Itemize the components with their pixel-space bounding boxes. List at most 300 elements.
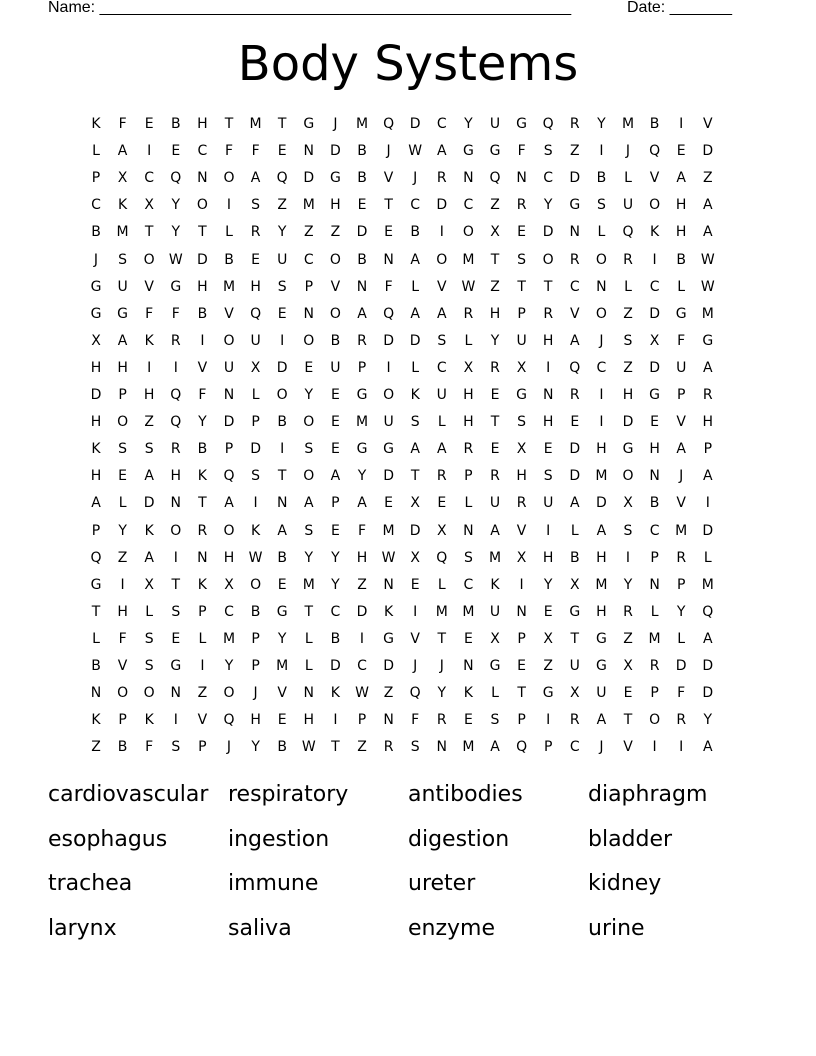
grid-letter: X (437, 522, 447, 539)
grid-letter: B (596, 170, 607, 187)
grid-letter: Z (383, 685, 394, 702)
grid-letter: Z (197, 685, 208, 702)
grid-letter: I (599, 387, 604, 403)
grid-letter: X (224, 576, 234, 593)
grid-letter: N (303, 685, 315, 702)
grid-letter: I (120, 576, 125, 593)
grid-letter: O (223, 332, 235, 349)
grid-letter: T (304, 603, 314, 620)
grid-letter: V (649, 170, 660, 187)
grid-letter: N (356, 278, 368, 295)
grid-letter: T (517, 278, 526, 295)
grid-letter: P (357, 359, 367, 376)
grid-letter: K (144, 522, 154, 539)
word-list-item: digestion (408, 826, 510, 852)
grid-letter: M (222, 630, 236, 647)
grid-letter: K (91, 712, 101, 729)
grid-letter: R (623, 603, 633, 620)
grid-letter: U (489, 603, 501, 620)
grid-letter: M (675, 522, 688, 539)
grid-letter: I (147, 143, 152, 160)
grid-letter: X (463, 359, 474, 376)
grid-letter: M (382, 522, 395, 539)
grid-letter: C (436, 116, 447, 132)
grid-letter: J (413, 170, 418, 187)
grid-letter: L (92, 143, 100, 160)
grid-letter: T (384, 197, 393, 214)
grid-letter: I (519, 576, 524, 593)
grid-letter: R (569, 387, 580, 403)
grid-letter: A (437, 441, 447, 458)
grid-letter: R (436, 170, 447, 187)
grid-letter: P (118, 712, 127, 729)
grid-letter: M (648, 630, 661, 647)
grid-letter: G (675, 305, 687, 322)
grid-letter: N (223, 387, 235, 403)
grid-letter: M (621, 116, 635, 132)
grid-letter: I (200, 332, 205, 349)
grid-letter: B (357, 170, 367, 187)
grid-letter: U (223, 359, 235, 376)
grid-letter: W (248, 549, 263, 566)
grid-letter: A (596, 712, 607, 729)
grid-letter: J (625, 143, 631, 160)
grid-letter: L (464, 332, 473, 349)
grid-letter: H (542, 414, 554, 431)
grid-letter: E (517, 224, 527, 241)
grid-letter: X (570, 576, 580, 593)
grid-letter: X (490, 224, 500, 241)
grid-letter: C (436, 359, 447, 376)
grid-letter: H (90, 414, 102, 431)
grid-letter: Y (304, 549, 314, 566)
grid-letter: M (462, 603, 475, 620)
grid-letter: Z (490, 278, 500, 295)
grid-letter: R (170, 441, 181, 458)
grid-letter: A (410, 305, 420, 322)
grid-letter: I (652, 739, 657, 756)
grid-letter: D (197, 251, 208, 268)
grid-letter: S (543, 468, 553, 485)
grid-letter: A (570, 495, 580, 512)
grid-letter: E (384, 224, 394, 241)
grid-letter: J (679, 468, 684, 485)
grid-letter: A (304, 495, 314, 512)
grid-letter: Z (570, 143, 580, 160)
grid-letter: U (489, 116, 501, 132)
grid-letter: V (516, 522, 527, 539)
grid-letter: P (357, 712, 367, 729)
grid-letter: Y (437, 685, 447, 702)
grid-letter: K (91, 441, 101, 458)
grid-letter: B (117, 739, 128, 756)
grid-letter: V (570, 305, 580, 322)
grid-letter: O (303, 468, 315, 485)
grid-letter: E (330, 387, 340, 403)
grid-letter: Q (569, 359, 581, 376)
grid-letter: C (357, 658, 367, 674)
grid-letter: L (677, 278, 686, 295)
grid-letter: G (117, 305, 129, 322)
grid-letter: O (276, 387, 288, 403)
grid-letter: A (676, 441, 686, 458)
grid-letter: M (701, 576, 714, 593)
grid-letter: Z (623, 305, 633, 322)
grid-letter: F (171, 305, 180, 322)
grid-letter: W (168, 251, 183, 268)
grid-letter: N (436, 739, 448, 756)
grid-letter: L (491, 685, 499, 702)
grid-letter: D (596, 495, 607, 512)
grid-letter: E (463, 630, 473, 647)
word-list-item: enzyme (408, 915, 496, 941)
grid-letter: A (437, 305, 447, 322)
grid-letter: Y (597, 116, 606, 132)
grid-letter: R (623, 251, 633, 268)
grid-letter: M (355, 116, 369, 132)
grid-letter: X (516, 441, 527, 458)
grid-letter: V (623, 739, 633, 756)
grid-letter: C (569, 278, 580, 295)
grid-letter: O (542, 251, 554, 268)
grid-letter: L (92, 630, 100, 647)
grid-letter: P (650, 549, 659, 566)
grid-letter: C (224, 603, 234, 620)
grid-letter: E (676, 143, 686, 160)
grid-letter: A (224, 495, 234, 512)
grid-letter: Q (223, 468, 235, 485)
grid-letter: Y (331, 576, 340, 593)
grid-letter: R (649, 658, 660, 674)
grid-letter: Z (277, 197, 287, 214)
grid-letter: C (330, 603, 341, 620)
grid-letter: Y (357, 468, 367, 485)
grid-letter: K (410, 387, 420, 403)
grid-letter: T (490, 414, 500, 431)
grid-letter: U (277, 251, 288, 268)
grid-letter: M (595, 468, 608, 485)
grid-letter: S (623, 332, 633, 349)
grid-letter: D (90, 387, 102, 403)
grid-letter: B (569, 549, 580, 566)
grid-letter: Y (118, 522, 127, 539)
grid-letter: B (170, 116, 181, 132)
grid-letter: G (516, 387, 528, 403)
grid-letter: N (197, 549, 208, 566)
grid-letter: B (224, 251, 234, 268)
grid-letter: E (171, 630, 181, 647)
grid-letter: P (91, 522, 101, 539)
grid-letter: D (276, 359, 288, 376)
grid-letter: P (517, 305, 526, 322)
grid-letter: H (489, 305, 501, 322)
grid-letter: F (251, 143, 260, 160)
grid-letter: H (702, 414, 714, 431)
grid-letter: D (622, 414, 634, 431)
grid-letter: R (383, 739, 394, 756)
grid-letter: I (333, 712, 338, 729)
grid-letter: N (197, 170, 208, 187)
grid-letter: O (595, 251, 607, 268)
grid-letter: Z (703, 170, 713, 187)
grid-letter: N (516, 170, 527, 187)
grid-letter: Q (250, 305, 262, 322)
grid-letter: P (198, 603, 207, 620)
grid-letter: H (223, 549, 235, 566)
grid-letter: G (276, 603, 288, 620)
grid-letter: V (197, 712, 208, 729)
grid-letter: S (410, 739, 420, 756)
grid-letter: J (439, 658, 444, 674)
grid-letter: B (649, 495, 660, 512)
grid-letter: R (490, 468, 500, 485)
grid-letter: T (543, 278, 553, 295)
word-list-item: respiratory (228, 782, 349, 807)
grid-letter: V (676, 495, 686, 512)
grid-letter: D (356, 224, 368, 241)
grid-letter: O (223, 522, 235, 539)
grid-letter: O (649, 712, 661, 729)
grid-letter: D (409, 332, 421, 349)
grid-letter: U (622, 197, 634, 214)
grid-letter: B (197, 441, 208, 458)
grid-letter: C (543, 170, 554, 187)
grid-letter: S (410, 414, 420, 431)
grid-letter: Y (623, 576, 633, 593)
name-field-label: Name: _____________________________________________________ (48, 0, 572, 16)
grid-letter: Q (223, 712, 235, 729)
grid-letter: X (410, 495, 420, 512)
grid-letter: U (250, 332, 261, 349)
grid-letter: A (703, 468, 713, 485)
grid-letter: W (700, 278, 715, 295)
grid-letter: B (330, 332, 341, 349)
grid-letter: D (702, 143, 714, 160)
grid-letter: I (200, 658, 205, 674)
grid-letter: H (143, 387, 155, 403)
grid-letter: S (144, 658, 154, 674)
grid-letter: X (570, 685, 580, 702)
grid-letter: T (570, 630, 580, 647)
grid-letter: E (251, 251, 261, 268)
grid-letter: N (516, 603, 527, 620)
grid-letter: H (622, 387, 634, 403)
grid-letter: R (702, 387, 713, 403)
grid-letter: Z (543, 658, 553, 674)
grid-letter: B (357, 143, 367, 160)
grid-letter: J (333, 116, 338, 132)
grid-letter: L (225, 224, 233, 241)
grid-letter: A (676, 170, 686, 187)
grid-letter: X (117, 170, 128, 187)
grid-letter: Y (224, 658, 234, 674)
grid-letter: I (705, 495, 710, 512)
grid-letter: Z (304, 224, 314, 241)
grid-letter: L (411, 278, 420, 295)
grid-letter: B (410, 224, 420, 241)
grid-letter: F (198, 387, 207, 403)
grid-letter: G (542, 685, 554, 702)
grid-letter: Q (170, 170, 182, 187)
grid-letter: U (117, 278, 128, 295)
grid-letter: O (303, 414, 315, 431)
grid-letter: Q (516, 739, 528, 756)
grid-letter: P (251, 414, 260, 431)
grid-letter: A (437, 143, 447, 160)
grid-letter: Q (170, 387, 182, 403)
grid-letter: Q (702, 603, 714, 620)
grid-letter: A (117, 143, 128, 160)
grid-letter: B (250, 603, 261, 620)
grid-letter: I (280, 441, 285, 458)
grid-letter: K (144, 712, 154, 729)
grid-letter: O (170, 522, 182, 539)
grid-letter: Z (357, 739, 367, 756)
grid-letter: E (490, 441, 500, 458)
grid-letter: S (596, 197, 606, 214)
grid-letter: R (463, 441, 474, 458)
grid-letter: E (437, 495, 447, 512)
grid-letter: Z (623, 630, 633, 647)
grid-letter: L (437, 576, 446, 593)
grid-letter: F (145, 739, 154, 756)
grid-letter: X (144, 197, 154, 214)
grid-letter: E (277, 576, 287, 593)
grid-letter: M (701, 305, 714, 322)
grid-letter: S (304, 522, 314, 539)
grid-letter: A (703, 630, 713, 647)
grid-letter: W (461, 278, 476, 295)
grid-letter: E (357, 197, 367, 214)
grid-letter: R (197, 522, 208, 539)
grid-letter: M (355, 414, 369, 431)
grid-letter: C (463, 576, 474, 593)
grid-letter: V (437, 278, 447, 295)
grid-letter: S (490, 712, 500, 729)
word-list-item: trachea (48, 871, 133, 896)
grid-letter: M (222, 278, 236, 295)
grid-letter: X (410, 549, 420, 566)
grid-letter: L (650, 603, 659, 620)
grid-letter: G (595, 658, 607, 674)
grid-letter: I (386, 359, 391, 376)
grid-letter: P (91, 170, 101, 187)
grid-letter: G (356, 387, 368, 403)
grid-letter: S (171, 603, 181, 620)
grid-letter: I (599, 414, 604, 431)
grid-letter: D (330, 143, 341, 160)
grid-letter: L (677, 630, 686, 647)
grid-letter: L (570, 522, 579, 539)
grid-letter: E (277, 305, 287, 322)
grid-letter: O (117, 685, 129, 702)
grid-letter: V (224, 305, 234, 322)
grid-letter: G (329, 170, 341, 187)
grid-letter: S (251, 468, 261, 485)
grid-letter: F (411, 712, 420, 729)
grid-letter: I (679, 116, 684, 132)
grid-letter: I (173, 549, 178, 566)
grid-letter: G (170, 658, 182, 674)
grid-letter: C (463, 197, 474, 214)
grid-letter: O (223, 685, 235, 702)
grid-letter: Q (622, 224, 634, 241)
grid-letter: K (463, 685, 473, 702)
grid-letter: H (90, 468, 102, 485)
grid-letter: F (118, 116, 127, 132)
grid-letter: Y (464, 116, 473, 132)
grid-letter: J (226, 739, 232, 756)
grid-letter: O (117, 414, 129, 431)
grid-letter: U (330, 359, 341, 376)
grid-letter: H (303, 712, 315, 729)
grid-letter: H (170, 468, 182, 485)
word-list-item: kidney (588, 871, 662, 896)
grid-letter: E (118, 468, 128, 485)
grid-letter: A (357, 305, 367, 322)
grid-letter: M (595, 576, 608, 593)
grid-letter: M (249, 116, 262, 132)
grid-letter: P (118, 387, 127, 403)
grid-letter: R (490, 359, 500, 376)
grid-letter: Y (543, 576, 553, 593)
grid-letter: V (703, 116, 713, 132)
grid-letter: Y (251, 739, 260, 756)
grid-letter: O (250, 576, 262, 593)
grid-letter: V (676, 414, 686, 431)
grid-letter: D (303, 170, 315, 187)
grid-letter: N (649, 468, 660, 485)
grid-letter: L (624, 278, 632, 295)
grid-letter: E (304, 359, 314, 376)
grid-letter: O (223, 170, 235, 187)
grid-letter: N (463, 658, 474, 674)
word-list-item: antibodies (408, 782, 523, 807)
grid-letter: D (409, 116, 421, 132)
grid-letter: E (543, 441, 553, 458)
grid-letter: U (436, 387, 447, 403)
grid-letter: K (330, 685, 340, 702)
grid-letter: D (569, 468, 581, 485)
grid-letter: D (436, 197, 448, 214)
grid-letter: N (303, 305, 315, 322)
grid-letter: H (596, 441, 607, 458)
grid-letter: S (251, 197, 261, 214)
grid-letter: G (383, 441, 395, 458)
grid-letter: N (569, 224, 581, 241)
grid-letter: U (516, 332, 527, 349)
grid-letter: E (277, 143, 287, 160)
grid-letter: X (623, 495, 633, 512)
grid-letter: K (91, 116, 101, 132)
grid-letter: P (676, 387, 686, 403)
grid-letter: A (250, 170, 261, 187)
grid-letter: A (596, 522, 607, 539)
grid-letter: R (357, 332, 367, 349)
grid-letter: D (649, 305, 660, 322)
grid-letter: A (703, 197, 713, 214)
grid-letter: X (490, 630, 500, 647)
grid-letter: U (489, 495, 501, 512)
grid-letter: P (331, 495, 340, 512)
grid-letter: L (198, 630, 207, 647)
grid-letter: X (649, 332, 660, 349)
grid-letter: L (703, 549, 712, 566)
grid-letter: P (517, 630, 526, 647)
grid-letter: L (118, 495, 127, 512)
grid-letter: J (599, 739, 604, 756)
grid-letter: H (117, 359, 128, 376)
